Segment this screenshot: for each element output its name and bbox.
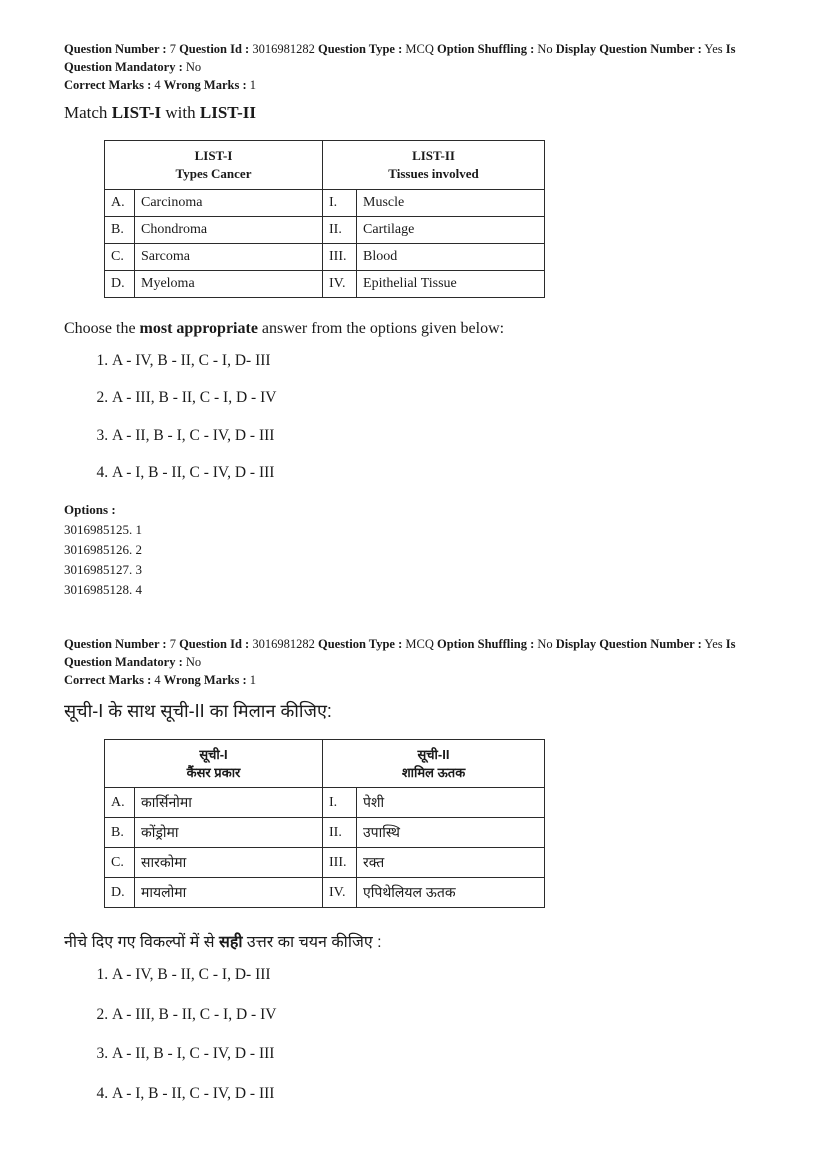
answer-option[interactable]: 1. A - IV, B - II, C - I, D- III [112,352,762,371]
row-left-value: Myeloma [135,270,323,297]
row-right-value: Epithelial Tissue [357,270,545,297]
row-right-key: II. [323,818,357,848]
row-right-value: Blood [357,243,545,270]
question-prompt-english [64,102,762,124]
meta-value-question-number: 7 [169,42,176,56]
question-meta-hindi [64,635,762,689]
choose-instruction-hindi [64,930,762,952]
meta-label-question-number: Question Number : [64,42,167,56]
meta-value-display-question-number: Yes [704,636,723,651]
row-right-value: Muscle [357,189,545,216]
meta-label-correct-marks: Correct Marks : [64,672,152,687]
answer-option[interactable]: 3. A - II, B - I, C - IV, D - III [112,1045,762,1064]
meta-label-question-number: Question Number : [64,636,167,651]
meta-value-correct-marks: 4 [154,672,161,687]
row-left-key: D. [105,878,135,908]
block-separator [64,601,762,635]
options-label: Options : [64,501,116,517]
row-left-key: B. [105,818,135,848]
meta-label-wrong-marks: Wrong Marks : [163,672,247,687]
row-left-key: C. [105,243,135,270]
choose-instruction-english [64,320,762,338]
row-left-value: मायलोमा [135,878,323,908]
meta-value-display-question-number: Yes [704,42,723,56]
table-header-right [323,141,545,189]
meta-label-is-mandatory: Is Question Mandatory : [64,42,736,75]
choose-post: उत्तर का चयन कीजिए : [242,934,382,952]
meta-value-is-mandatory: No [185,60,202,75]
header-right-line1: सूची-II [417,747,450,763]
meta-line-1 [64,635,762,671]
row-right-value: रक्त [357,848,545,878]
meta-value-option-shuffling: No [537,636,553,651]
meta-label-display-question-number: Display Question Number : [555,42,702,56]
prompt-text-pre: Match [64,103,112,123]
option-id: 3016985125. 1 [64,521,142,537]
answer-option[interactable]: 1. A - IV, B - II, C - I, D- III [112,966,762,985]
row-left-key: C. [105,848,135,878]
choose-pre: Choose the [64,319,140,337]
match-table-hindi [104,739,545,908]
row-right-value: Cartilage [357,216,545,243]
question-block-english [64,40,762,601]
row-right-key: III. [323,848,357,878]
row-right-key: II. [323,216,357,243]
meta-value-question-id: 3016981282 [252,636,315,651]
row-right-value: एपिथेलियल ऊतक [357,878,545,908]
choose-pre: नीचे दिए गए विकल्पों में से [64,934,220,952]
row-right-value: पेशी [357,788,545,818]
table-header-left [105,141,323,189]
row-right-key: IV. [323,270,357,297]
answer-option[interactable]: 4. A - I, B - II, C - IV, D - III [112,464,762,483]
option-id: 3016985126. 2 [64,542,142,558]
meta-value-option-shuffling: No [537,42,553,56]
table-row [105,788,545,818]
meta-label-correct-marks: Correct Marks : [64,78,152,93]
meta-label-wrong-marks: Wrong Marks : [163,78,247,93]
header-right-line2: Tissues involved [388,166,479,182]
row-left-key: A. [105,189,135,216]
meta-label-option-shuffling: Option Shuffling : [436,42,535,56]
header-left-line2: कैंसर प्रकार [186,764,241,780]
meta-line-1 [64,40,762,76]
answer-options-hindi [64,966,762,1103]
answer-option[interactable]: 2. A - III, B - II, C - I, D - IV [112,389,762,408]
row-right-key: I. [323,189,357,216]
row-left-value: सारकोमा [135,848,323,878]
option-id: 3016985127. 3 [64,562,142,578]
meta-label-question-type: Question Type : [317,636,403,651]
row-left-key: A. [105,788,135,818]
table-row [105,243,545,270]
choose-emphasis: सही [219,934,243,952]
meta-line-2 [64,671,762,689]
row-left-value: Sarcoma [135,243,323,270]
question-block-hindi [64,635,762,1104]
row-right-key: I. [323,788,357,818]
header-right-line1: LIST-II [412,148,455,164]
row-right-key: III. [323,243,357,270]
table-header-right [323,740,545,788]
meta-label-question-id: Question Id : [179,42,250,56]
header-left-line1: सूची-I [199,747,228,763]
header-left-line2: Types Cancer [175,166,252,182]
table-row [105,878,545,908]
answer-option[interactable]: 4. A - I, B - II, C - IV, D - III [112,1085,762,1104]
prompt-text-mid: with [161,103,200,123]
table-row [105,189,545,216]
header-left-line1: LIST-I [194,148,233,164]
question-prompt-hindi: सूची-I के साथ सूची-II का मिलान कीजिए: [64,700,332,721]
answer-option[interactable]: 3. A - II, B - I, C - IV, D - III [112,427,762,446]
table-row [105,848,545,878]
table-row [105,818,545,848]
header-right-line2: शामिल ऊतक [401,764,466,780]
meta-label-question-id: Question Id : [179,636,250,651]
row-left-value: कोंड्रोमा [135,818,323,848]
choose-emphasis: most appropriate [139,319,258,337]
prompt-list-ii: LIST-II [199,103,256,123]
answer-options-english [64,352,762,483]
meta-label-display-question-number: Display Question Number : [555,636,702,651]
meta-value-question-number: 7 [169,636,176,651]
meta-line-2 [64,76,762,94]
match-table-english [104,140,545,297]
row-right-value: उपास्थि [357,818,545,848]
table-row [105,216,545,243]
option-id: 3016985128. 4 [64,582,142,598]
meta-value-wrong-marks: 1 [249,672,256,687]
prompt-list-i: LIST-I [111,103,162,123]
row-left-key: D. [105,270,135,297]
choose-post: answer from the options given below: [257,319,505,337]
row-left-value: Carcinoma [135,189,323,216]
row-left-key: B. [105,216,135,243]
table-header-row [105,141,545,189]
meta-value-correct-marks: 4 [154,78,161,93]
meta-value-question-id: 3016981282 [252,42,315,56]
meta-label-is-mandatory: Is Question Mandatory : [64,636,736,669]
row-right-key: IV. [323,878,357,908]
meta-label-question-type: Question Type : [317,42,403,56]
table-row [105,270,545,297]
row-left-value: Chondroma [135,216,323,243]
meta-value-is-mandatory: No [185,654,202,669]
meta-value-question-type: MCQ [405,42,434,56]
table-header-row [105,740,545,788]
meta-label-option-shuffling: Option Shuffling : [436,636,535,651]
row-left-value: कार्सिनोमा [135,788,323,818]
table-header-left [105,740,323,788]
meta-value-wrong-marks: 1 [249,78,256,93]
meta-value-question-type: MCQ [405,636,434,651]
question-meta-english [64,40,762,94]
answer-option[interactable]: 2. A - III, B - II, C - I, D - IV [112,1006,762,1025]
